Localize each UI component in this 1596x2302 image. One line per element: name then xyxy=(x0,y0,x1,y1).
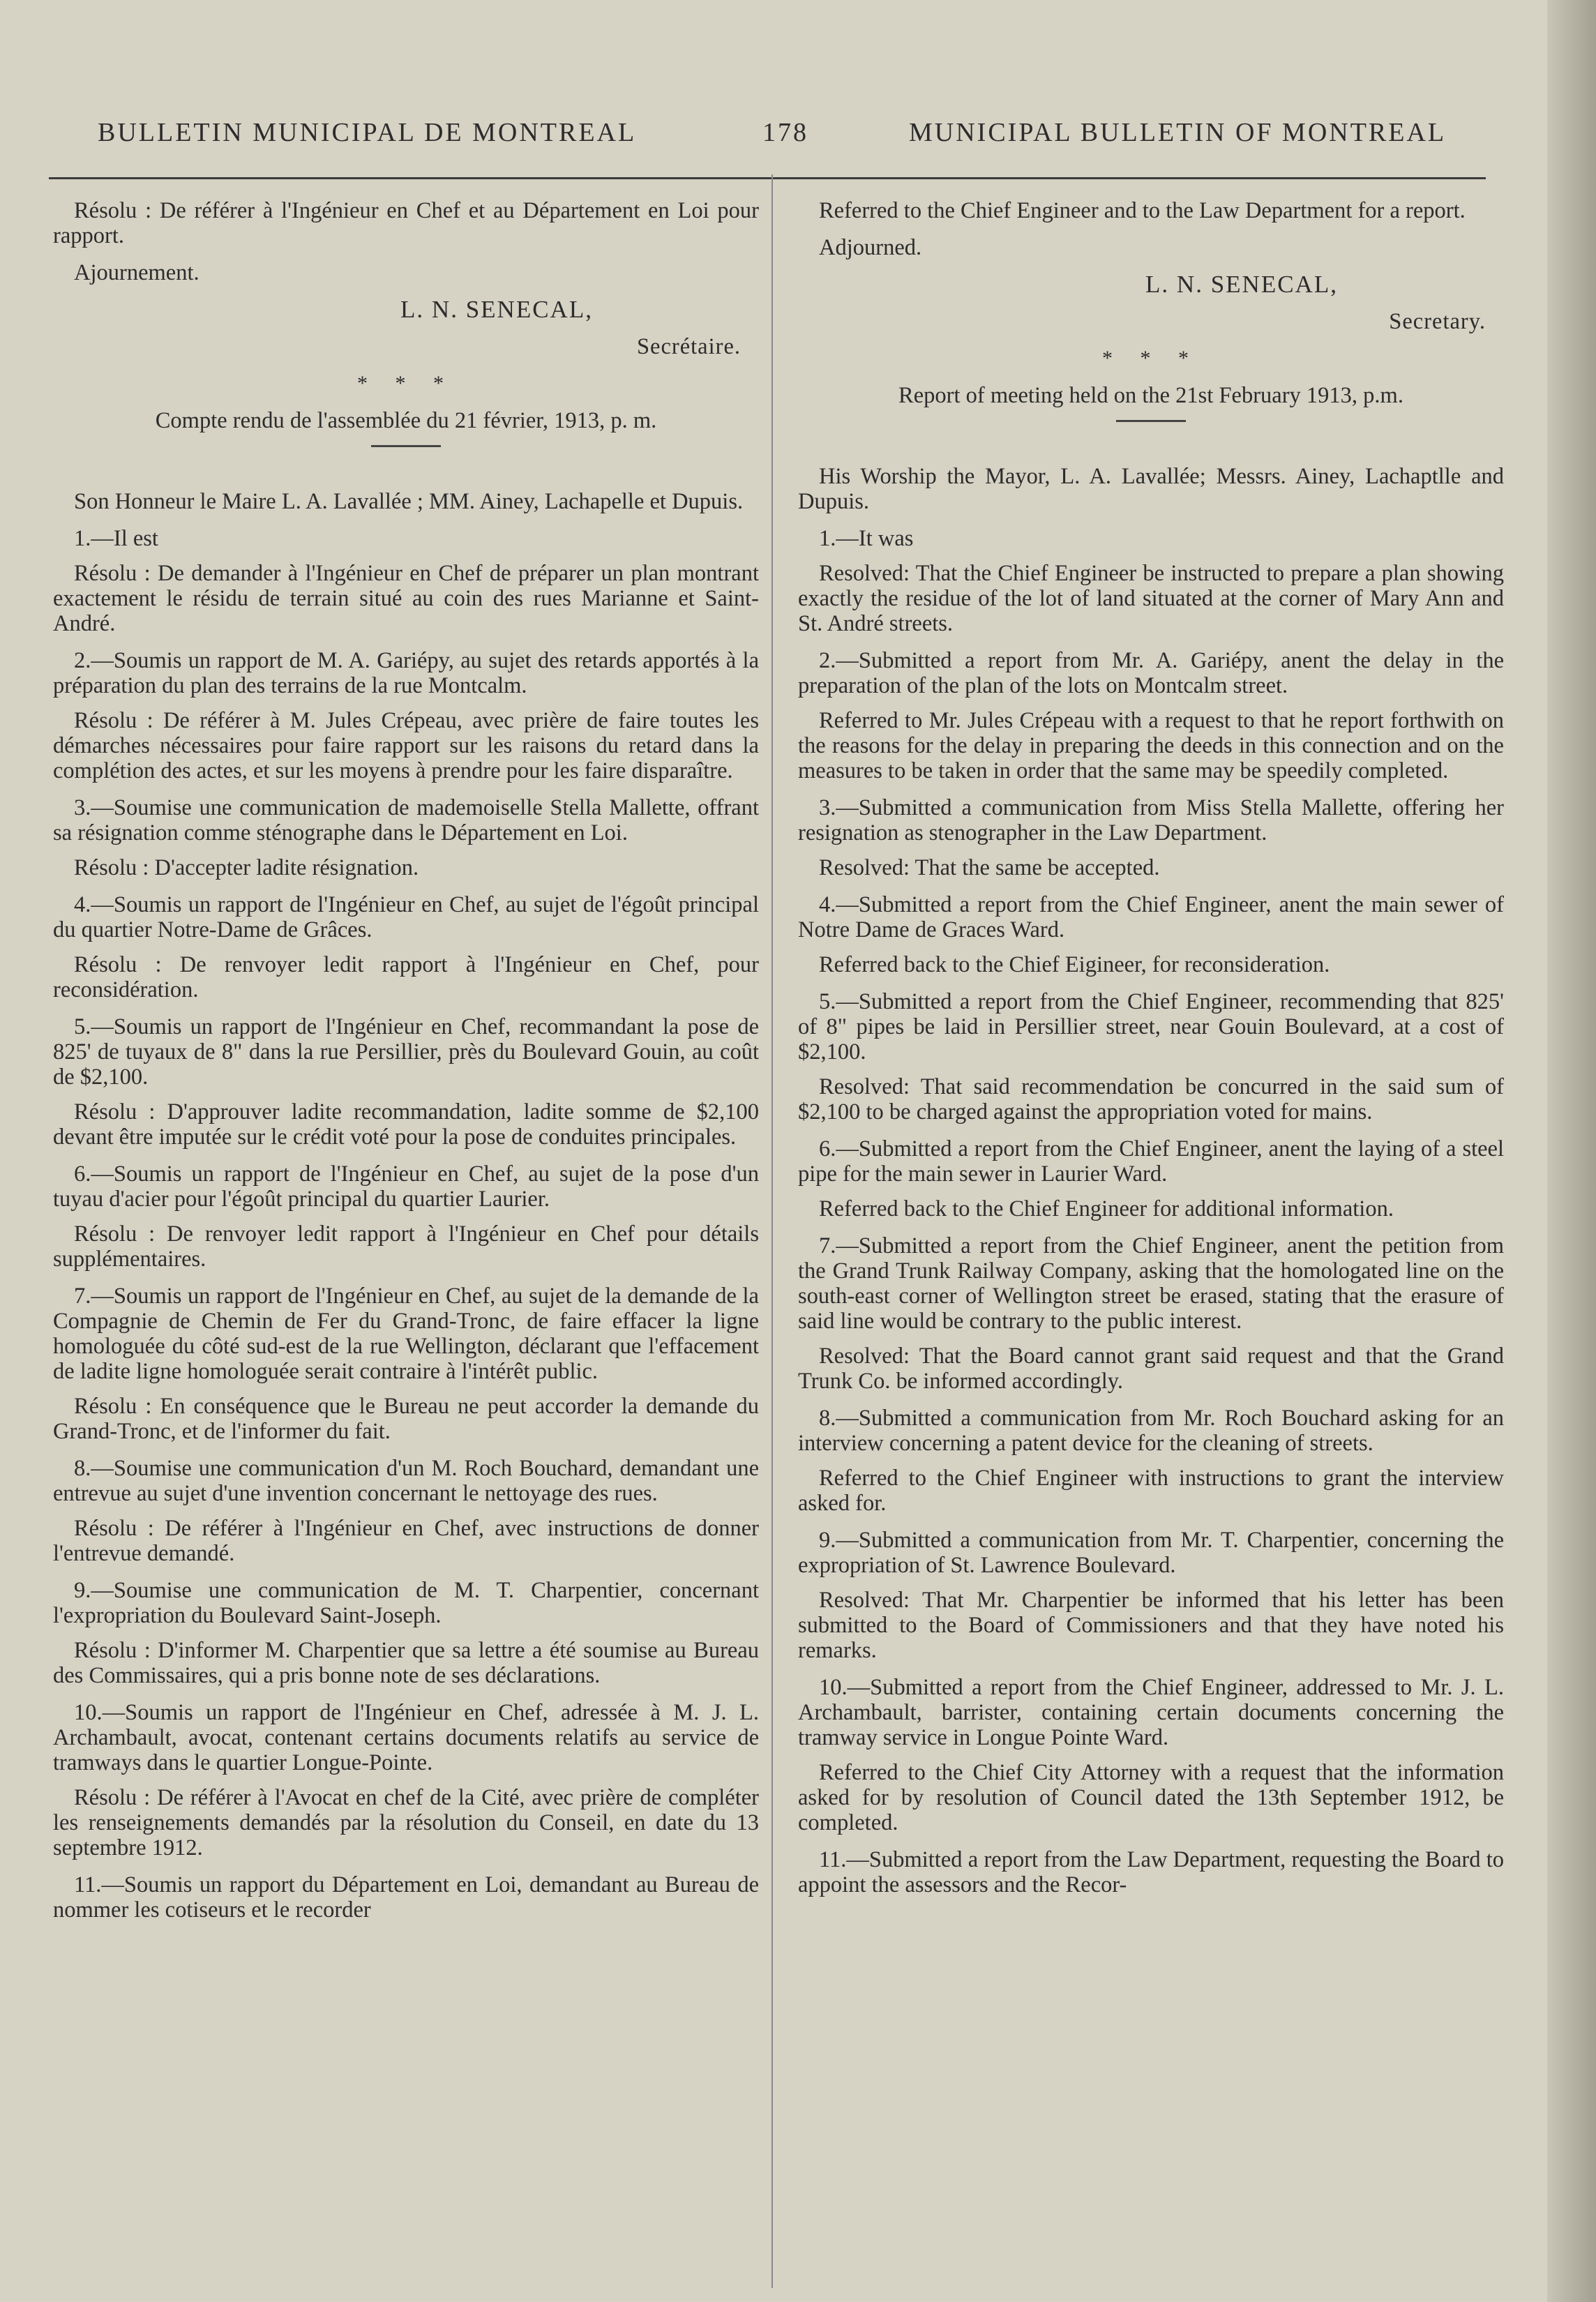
page-edge-shadow xyxy=(1547,0,1596,2302)
item-resolution: Referred to Mr. Jules Crépeau with a request to that he report forthwith on the reasons for the delay in preparing the deeds in this connection and on the measures to be taken in order that the same may be speedily completed. xyxy=(798,708,1504,783)
item-lead: 8.—Soumise une communication d'un M. Roch Bouchard, demandant une entrevue au sujet d'une invention concernant le nettoyage des rues. xyxy=(53,1456,759,1506)
item-resolution: Résolu : D'informer M. Charpentier que sa lettre a été soumise au Bureau des Commissaires, qui a pris bonne note de ses déclarations. xyxy=(53,1638,759,1688)
item-resolution: Referred back to the Chief Engineer for additional information. xyxy=(819,1196,1394,1221)
item-lead: 1.—It was xyxy=(819,526,914,551)
meeting-heading: Compte rendu de l'assemblée du 21 février, 1913, p. m. xyxy=(155,408,657,433)
item-resolution: Résolu : De référer à l'Ingénieur en Chef, avec instructions de donner l'entrevue demandé. xyxy=(53,1516,759,1566)
intro-resolution: Referred to the Chief Engineer and to the Law Department for a report. xyxy=(819,198,1466,223)
item-resolution: Resolved: That said recommendation be concurred in the said sum of $2,100 to be charged against the appropriation voted for mains. xyxy=(798,1074,1504,1124)
item-resolution: Résolu : D'accepter ladite résignation. xyxy=(74,855,419,880)
column-divider xyxy=(771,174,773,2288)
item-lead: 8.—Submitted a communication from Mr. Roch Bouchard asking for an interview concerning a patent device for the cleaning of streets. xyxy=(798,1406,1504,1456)
item-resolution: Resolved: That Mr. Charpentier be informed that his letter has been submitted to the Board of Commissioners and that they have noted his remarks. xyxy=(798,1588,1504,1663)
header-rule xyxy=(49,177,1486,179)
item-lead: 9.—Soumise une communication de M. T. Charpentier, concernant l'expropriation du Boulevard Saint-Joseph. xyxy=(53,1578,759,1628)
item-resolution: Résolu : De demander à l'Ingénieur en Chef de préparer un plan montrant exactement le résidu de terrain situé au coin des rues Marianne et Saint-André. xyxy=(53,561,759,636)
item-lead: 4.—Submitted a report from the Chief Engineer, anent the main sewer of Notre Dame de Graces Ward. xyxy=(798,892,1504,942)
item-resolution: Résolu : D'approuver ladite recommandation, ladite somme de $2,100 devant être imputée sur le crédit voté pour la pose de conduites principales. xyxy=(53,1099,759,1150)
french-column xyxy=(53,198,759,1932)
item-lead: 1.—Il est xyxy=(74,526,158,551)
item-lead: 6.—Soumis un rapport de l'Ingénieur en Chef, au sujet de la pose d'un tuyau d'acier pour l'égoût principal du quartier Laurier. xyxy=(53,1161,759,1212)
section-separator-stars: * * * xyxy=(1102,347,1200,370)
item-lead: 10.—Soumis un rapport de l'Ingénieur en Chef, adressée à M. J. L. Archambault, avocat, contenant certains documents relatifs au service de tramways dans le quartier Longue-Pointe. xyxy=(53,1700,759,1775)
item-lead: 5.—Soumis un rapport de l'Ingénieur en Chef, recommandant la pose de 825' de tuyaux de 8" dans la rue Persillier, près du Boulevard Gouin, au coût de $2,100. xyxy=(53,1014,759,1090)
item-lead: 4.—Soumis un rapport de l'Ingénieur en Chef, au sujet de l'égoût principal du quartier Notre-Dame de Grâces. xyxy=(53,892,759,942)
item-resolution: Résolu : De renvoyer ledit rapport à l'Ingénieur en Chef pour détails supplémentaires. xyxy=(53,1221,759,1272)
item-lead: 7.—Submitted a report from the Chief Engineer, anent the petition from the Grand Trunk Railway Company, asking that the homologated line on the south-east corner of Wellington street be erased, stating that the erasure of said line would be contrary to the public interest. xyxy=(798,1233,1504,1334)
item-resolution: Résolu : De référer à M. Jules Crépeau, avec prière de faire toutes les démarches nécessaires pour faire rapport sur les raisons du retard dans la complétion des actes, et sur les moyens à prendre pour les faire disparaître. xyxy=(53,708,759,783)
item-lead: 11.—Submitted a report from the Law Department, requesting the Board to appoint the assessors and the Recor- xyxy=(798,1847,1504,1897)
item-lead: 11.—Soumis un rapport du Département en Loi, demandant au Bureau de nommer les cotiseurs et le recorder xyxy=(53,1872,759,1923)
english-column xyxy=(798,198,1504,1907)
secretary-name: L. N. SENECAL, xyxy=(400,296,593,323)
item-resolution: Resolved: That the Board cannot grant said request and that the Grand Trunk Co. be informed accordingly. xyxy=(798,1344,1504,1394)
item-resolution: Referred to the Chief Engineer with instructions to grant the interview asked for. xyxy=(798,1466,1504,1516)
item-resolution: Resolved: That the Chief Engineer be instructed to prepare a plan showing exactly the residue of the lot of land situated at the corner of Mary Ann and St. André streets. xyxy=(798,561,1504,636)
item-lead: 9.—Submitted a communication from Mr. T. Charpentier, concerning the expropriation of St. Lawrence Boulevard. xyxy=(798,1528,1504,1578)
item-lead: 5.—Submitted a report from the Chief Engineer, recommending that 825' of 8" pipes be laid in Persillier street, near Gouin Boulevard, at a cost of $2,100. xyxy=(798,989,1504,1065)
adjournment: Adjourned. xyxy=(819,235,922,260)
intro-resolution: Résolu : De référer à l'Ingénieur en Chef et au Département en Loi pour rapport. xyxy=(53,198,759,248)
item-resolution: Resolved: That the same be accepted. xyxy=(819,855,1160,880)
item-lead: 10.—Submitted a report from the Chief Engineer, addressed to Mr. J. L. Archambault, barrister, containing certain documents concerning the tramway service in Longue Pointe Ward. xyxy=(798,1675,1504,1750)
item-lead: 2.—Submitted a report from Mr. A. Gariépy, anent the delay in the preparation of the plan of the lots on Montcalm street. xyxy=(798,648,1504,698)
item-resolution: Referred to the Chief City Attorney with a request that the information asked for by resolution of Council dated the 13th September 1912, be completed. xyxy=(798,1760,1504,1835)
item-lead: 7.—Soumis un rapport de l'Ingénieur en Chef, au sujet de la demande de la Compagnie de Chemin de Fer du Grand-Tronc, de faire effacer la ligne homologuée du côté sud-est de la rue Wellington, déclarant que l'effacement de ladite ligne homologuée serait contraire à l'intérêt public. xyxy=(53,1284,759,1384)
item-lead: 3.—Submitted a communication from Miss Stella Mallette, offering her resignation as stenographer in the Law Department. xyxy=(798,795,1504,845)
meeting-heading: Report of meeting held on the 21st February 1913, p.m. xyxy=(898,383,1403,408)
item-resolution: Résolu : De renvoyer ledit rapport à l'Ingénieur en Chef, pour reconsidération. xyxy=(53,952,759,1002)
header-title-french: BULLETIN MUNICIPAL DE MONTREAL xyxy=(98,118,637,147)
secretary-title: Secrétaire. xyxy=(636,334,741,359)
item-resolution: Referred back to the Chief Eigineer, for reconsideration. xyxy=(819,952,1330,977)
short-rule xyxy=(371,445,441,447)
attendance: Son Honneur le Maire L. A. Lavallée ; MM. Ainey, Lachapelle et Dupuis. xyxy=(74,489,744,514)
item-resolution: Résolu : En conséquence que le Bureau ne peut accorder la demande du Grand-Tronc, et de l'informer du fait. xyxy=(53,1394,759,1444)
attendance: His Worship the Mayor, L. A. Lavallée; Messrs. Ainey, Lachaptlle and Dupuis. xyxy=(798,464,1504,514)
header-title-english: MUNICIPAL BULLETIN OF MONTREAL xyxy=(909,118,1447,147)
item-lead: 3.—Soumise une communication de mademoiselle Stella Mallette, offrant sa résignation comme sténographe dans le Département en Loi. xyxy=(53,795,759,845)
section-separator-stars: * * * xyxy=(357,372,455,395)
adjournment: Ajournement. xyxy=(74,260,200,285)
page-number: 178 xyxy=(762,118,808,147)
page-header xyxy=(0,117,1596,159)
item-resolution: Résolu : De référer à l'Avocat en chef de la Cité, avec prière de compléter les renseignements demandés par la résolution du Conseil, en date du 13 septembre 1912. xyxy=(53,1785,759,1860)
secretary-name: L. N. SENECAL, xyxy=(1145,271,1338,298)
secretary-title: Secretary. xyxy=(1389,309,1486,334)
item-lead: 6.—Submitted a report from the Chief Engineer, anent the laying of a steel pipe for the main sewer in Laurier Ward. xyxy=(798,1136,1504,1187)
short-rule xyxy=(1116,420,1186,422)
item-lead: 2.—Soumis un rapport de M. A. Gariépy, au sujet des retards apportés à la préparation du plan des terrains de la rue Montcalm. xyxy=(53,648,759,698)
